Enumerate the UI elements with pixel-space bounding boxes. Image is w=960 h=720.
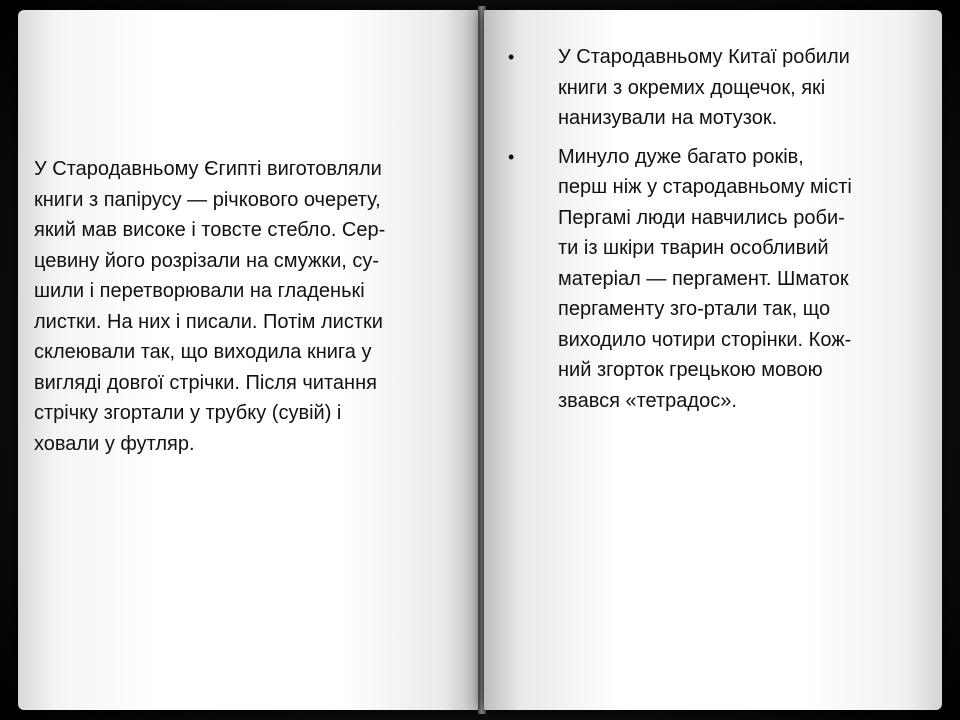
- bullet-list: [508, 42, 928, 424]
- egypt-paragraph: У Стародавньому Єгипті виготовляли книги з папірусу — річкового очерету, який мав високе і товсте стебло. Сер- цевину його розрізали на смужки, су- шили і перетворювали на гладенькі листки. На них і писали. Потім листки склеювали так, що виходила книга у вигляді довгої стрічки. Після читання стрічку згортали у трубку (сувій) і ховали у футляр.: [34, 158, 386, 455]
- bullet-icon: •: [508, 47, 515, 67]
- bullet-icon: •: [508, 146, 515, 167]
- left-book-page: [18, 10, 480, 710]
- bullet-item-pergamon: [508, 142, 928, 417]
- bullet-text: Минуло дуже багато років, перш ніж у стародавньому місті Пергамі люди навчились роби- ти із шкіри тварин особливий матеріал — пергамент. Шматок пергаменту зго-ртали так, що виходило чотири сторінки. Кож- ний згорток грецькою мовою звався «тетрадос».: [558, 145, 852, 412]
- bullet-text: У Стародавньому Китаї робили книги з окремих дощечок, які нанизували на мотузок.: [558, 46, 850, 129]
- right-book-page: [484, 10, 942, 710]
- bullet-item-china: [508, 42, 928, 134]
